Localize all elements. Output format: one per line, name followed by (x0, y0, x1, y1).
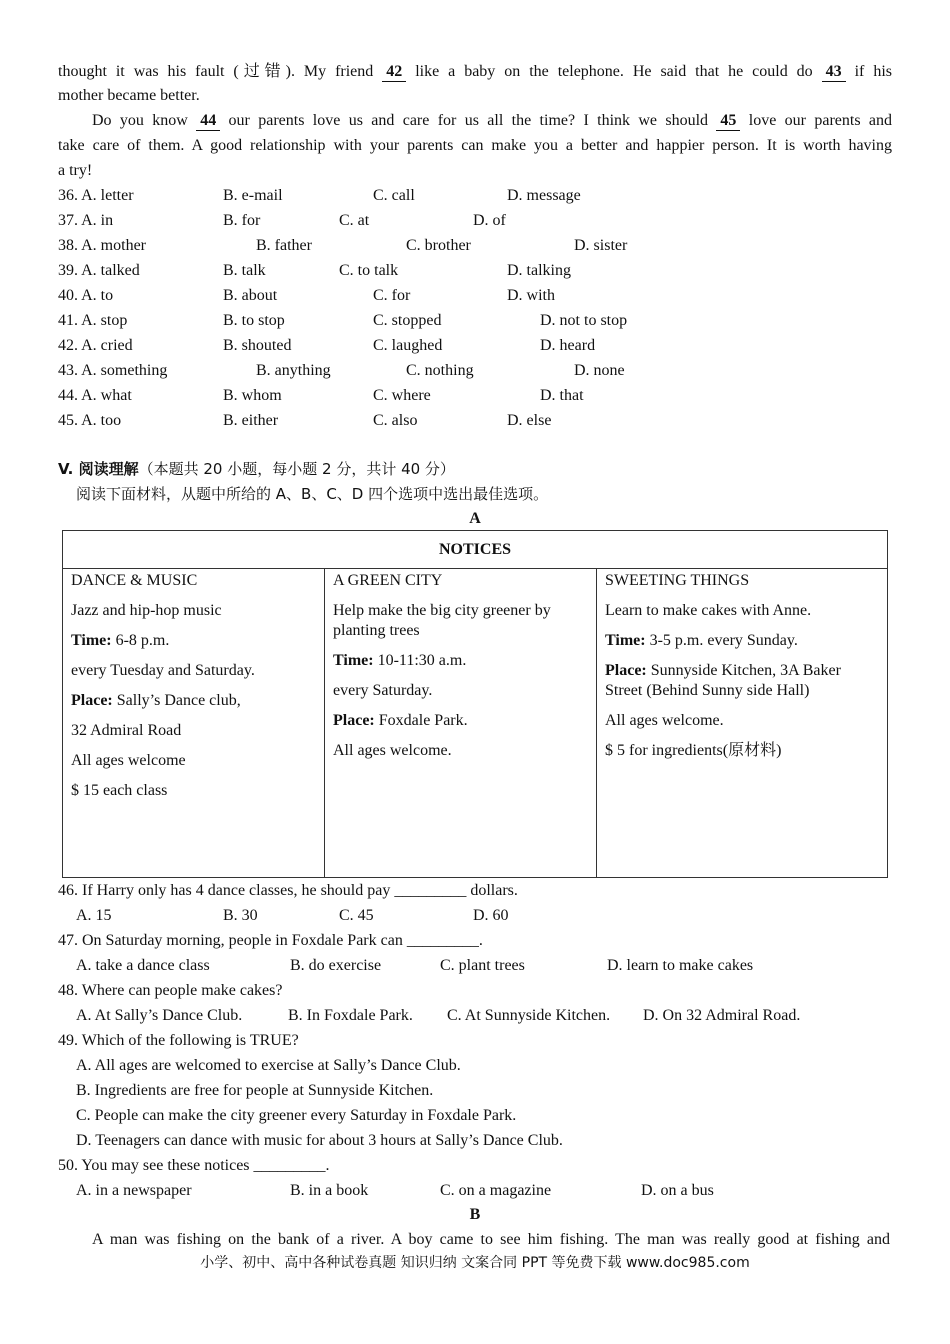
question-50: 50. You may see these notices _________. (58, 1157, 330, 1174)
option: 41. A. stop (58, 312, 128, 329)
option: C. where (373, 387, 431, 404)
time-value: 3-5 p.m. every Sunday. (645, 632, 798, 649)
passage-line: a try! (58, 162, 93, 179)
page-footer: 小学、初中、高中各种试卷真题 知识归纳 文案合同 PPT 等免费下载 www.doc985.com (200, 1255, 750, 1271)
option: 44. A. what (58, 387, 132, 404)
option: B. whom (223, 387, 282, 404)
place-value: Sunnyside Kitchen, 3A Baker Street (Behind Sunny side Hall) (605, 662, 841, 699)
blank-44: 44 (196, 112, 220, 131)
cloze-option-row (58, 186, 892, 206)
option: D. not to stop (540, 312, 628, 329)
cloze-option-row (58, 261, 892, 281)
option: 43. A. something (58, 362, 168, 379)
passage-text: thought it was his fault (过错). My friend (58, 63, 374, 80)
option: C. at (339, 212, 370, 229)
question-49: 49. Which of the following is TRUE? (58, 1032, 299, 1049)
option: A. 15 (76, 907, 112, 924)
option: C. plant trees (440, 957, 525, 974)
passage-text: our parents love us and care for us all the time? I think we should (228, 112, 709, 129)
option: D. message (507, 187, 581, 204)
option: B. In Foxdale Park. (288, 1007, 413, 1024)
question-46: 46. If Harry only has 4 dance classes, he should pay _________ dollars. (58, 882, 518, 899)
option: D. learn to make cakes (607, 957, 754, 974)
option: D. On 32 Admiral Road. (643, 1007, 801, 1024)
place-label: Place: (333, 712, 375, 729)
notice-time (71, 631, 316, 651)
option: B. shouted (223, 337, 292, 354)
notice-place (71, 691, 316, 711)
passage-line (92, 111, 892, 131)
option: 36. A. letter (58, 187, 134, 204)
question-47-options (58, 956, 892, 976)
option: D. talking (507, 262, 571, 279)
cloze-option-row (58, 336, 892, 356)
option: C. 45 (339, 907, 374, 924)
notice-days: every Saturday. (333, 682, 433, 699)
question-48: 48. Where can people make cakes? (58, 982, 283, 999)
option: C. on a magazine (440, 1182, 552, 1199)
place-value: Sally’s Dance club, (112, 692, 241, 709)
notice-ages: All ages welcome. (605, 712, 724, 729)
option: C. At Sunnyside Kitchen. (447, 1007, 611, 1024)
notice-days: every Tuesday and Saturday. (71, 662, 255, 679)
option: D. sister (574, 237, 628, 254)
option: B. to stop (223, 312, 285, 329)
option: D. 60 (473, 907, 509, 924)
option: B. 30 (223, 907, 258, 924)
option: D. else (507, 412, 552, 429)
option: B. in a book (290, 1182, 369, 1199)
option: B. do exercise (290, 957, 382, 974)
option: 40. A. to (58, 287, 114, 304)
passage-label-b: B (469, 1206, 481, 1223)
option: B. Ingredients are free for people at Sunnyside Kitchen. (76, 1082, 434, 1099)
option: C. brother (406, 237, 471, 254)
option: A. take a dance class (76, 957, 210, 974)
option: 42. A. cried (58, 337, 133, 354)
time-value: 10-11:30 a.m. (373, 652, 467, 669)
notice-desc: Learn to make cakes with Anne. (605, 602, 812, 619)
section-title: V. 阅读理解 (58, 460, 139, 478)
option: C. to talk (339, 262, 399, 279)
option: A. At Sally’s Dance Club. (76, 1007, 243, 1024)
option: A. All ages are welcomed to exercise at Sally’s Dance Club. (76, 1057, 461, 1074)
notice-green-city (325, 569, 597, 878)
notice-ages: All ages welcome. (333, 742, 452, 759)
notice-price: $ 5 for ingredients(原材料) (605, 742, 782, 759)
blank-45: 45 (716, 112, 740, 131)
option: D. on a bus (641, 1182, 714, 1199)
option: B. father (256, 237, 312, 254)
passage-label-a: A (469, 510, 481, 527)
section-instruction: 阅读下面材料，从题中所给的 A、B、C、D 四个选项中选出最佳选项。 (76, 485, 549, 503)
option: D. none (574, 362, 625, 379)
place-label: Place: (71, 692, 113, 709)
notice-place (333, 711, 588, 731)
time-value: 6-8 p.m. (111, 632, 170, 649)
option: D. heard (540, 337, 596, 354)
passage-line: mother became better. (58, 87, 200, 104)
notice-price: $ 15 each class (71, 782, 168, 799)
question-47: 47. On Saturday morning, people in Foxdale Park can _________. (58, 932, 483, 949)
notices-table (62, 530, 888, 878)
notice-address: 32 Admiral Road (71, 722, 182, 739)
cloze-option-row (58, 386, 892, 406)
passage-text: if his (854, 63, 892, 80)
option: B. e-mail (223, 187, 283, 204)
notice-ages: All ages welcome (71, 752, 186, 769)
question-48-options (58, 1006, 892, 1026)
question-50-options (58, 1181, 892, 1201)
notice-desc: Jazz and hip-hop music (71, 602, 222, 619)
option: 39. A. talked (58, 262, 140, 279)
section-heading (58, 459, 892, 479)
passage-text: like a baby on the telephone. He said that he could do (415, 63, 813, 80)
notice-sweeting-things (597, 569, 888, 878)
option: C. for (373, 287, 411, 304)
place-value: Foxdale Park. (374, 712, 468, 729)
question-46-options (58, 906, 892, 926)
notice-dance-music (63, 569, 325, 878)
notice-desc: Help make the big city greener by planting trees (333, 602, 551, 639)
option: C. laughed (373, 337, 443, 354)
passage-line: take care of them. A good relationship with your parents can make you a better and happier person. It is worth having (58, 137, 892, 154)
section-note: （本题共 20 小题，每小题 2 分，共计 40 分） (138, 460, 455, 478)
option: 37. A. in (58, 212, 114, 229)
time-label: Time: (605, 632, 646, 649)
cloze-option-row (58, 311, 892, 331)
passage-text: Do you know (92, 112, 188, 129)
cloze-option-row (58, 236, 892, 256)
notice-heading: SWEETING THINGS (605, 572, 750, 589)
option: D. Teenagers can dance with music for about 3 hours at Sally’s Dance Club. (76, 1132, 563, 1149)
option: B. either (223, 412, 279, 429)
option: B. talk (223, 262, 266, 279)
option: D. with (507, 287, 555, 304)
time-label: Time: (71, 632, 112, 649)
option: B. anything (256, 362, 331, 379)
cloze-option-row (58, 286, 892, 306)
place-label: Place: (605, 662, 647, 679)
cloze-option-row (58, 361, 892, 381)
notice-time (333, 651, 588, 671)
blank-43: 43 (822, 63, 846, 82)
option: 38. A. mother (58, 237, 146, 254)
passage-text: love our parents and (748, 112, 893, 129)
notice-heading: A GREEN CITY (333, 572, 443, 589)
blank-42: 42 (382, 63, 406, 82)
time-label: Time: (333, 652, 374, 669)
cloze-option-row (58, 411, 892, 431)
option: 45. A. too (58, 412, 122, 429)
notice-time (605, 631, 879, 651)
option: C. also (373, 412, 418, 429)
option: D. of (473, 212, 506, 229)
notices-title: NOTICES (63, 531, 888, 569)
notice-place (605, 661, 879, 701)
cloze-option-row (58, 211, 892, 231)
passage-b-line: A man was fishing on the bank of a river. A boy came to see him fishing. The man was really good at fishing and (92, 1231, 890, 1248)
option: B. about (223, 287, 278, 304)
option: C. stopped (373, 312, 442, 329)
option: A. in a newspaper (76, 1182, 192, 1199)
option: C. nothing (406, 362, 474, 379)
option: C. People can make the city greener every Saturday in Foxdale Park. (76, 1107, 517, 1124)
option: B. for (223, 212, 261, 229)
option: D. that (540, 387, 584, 404)
passage-line (58, 62, 892, 82)
option: C. call (373, 187, 415, 204)
notice-heading: DANCE & MUSIC (71, 572, 198, 589)
